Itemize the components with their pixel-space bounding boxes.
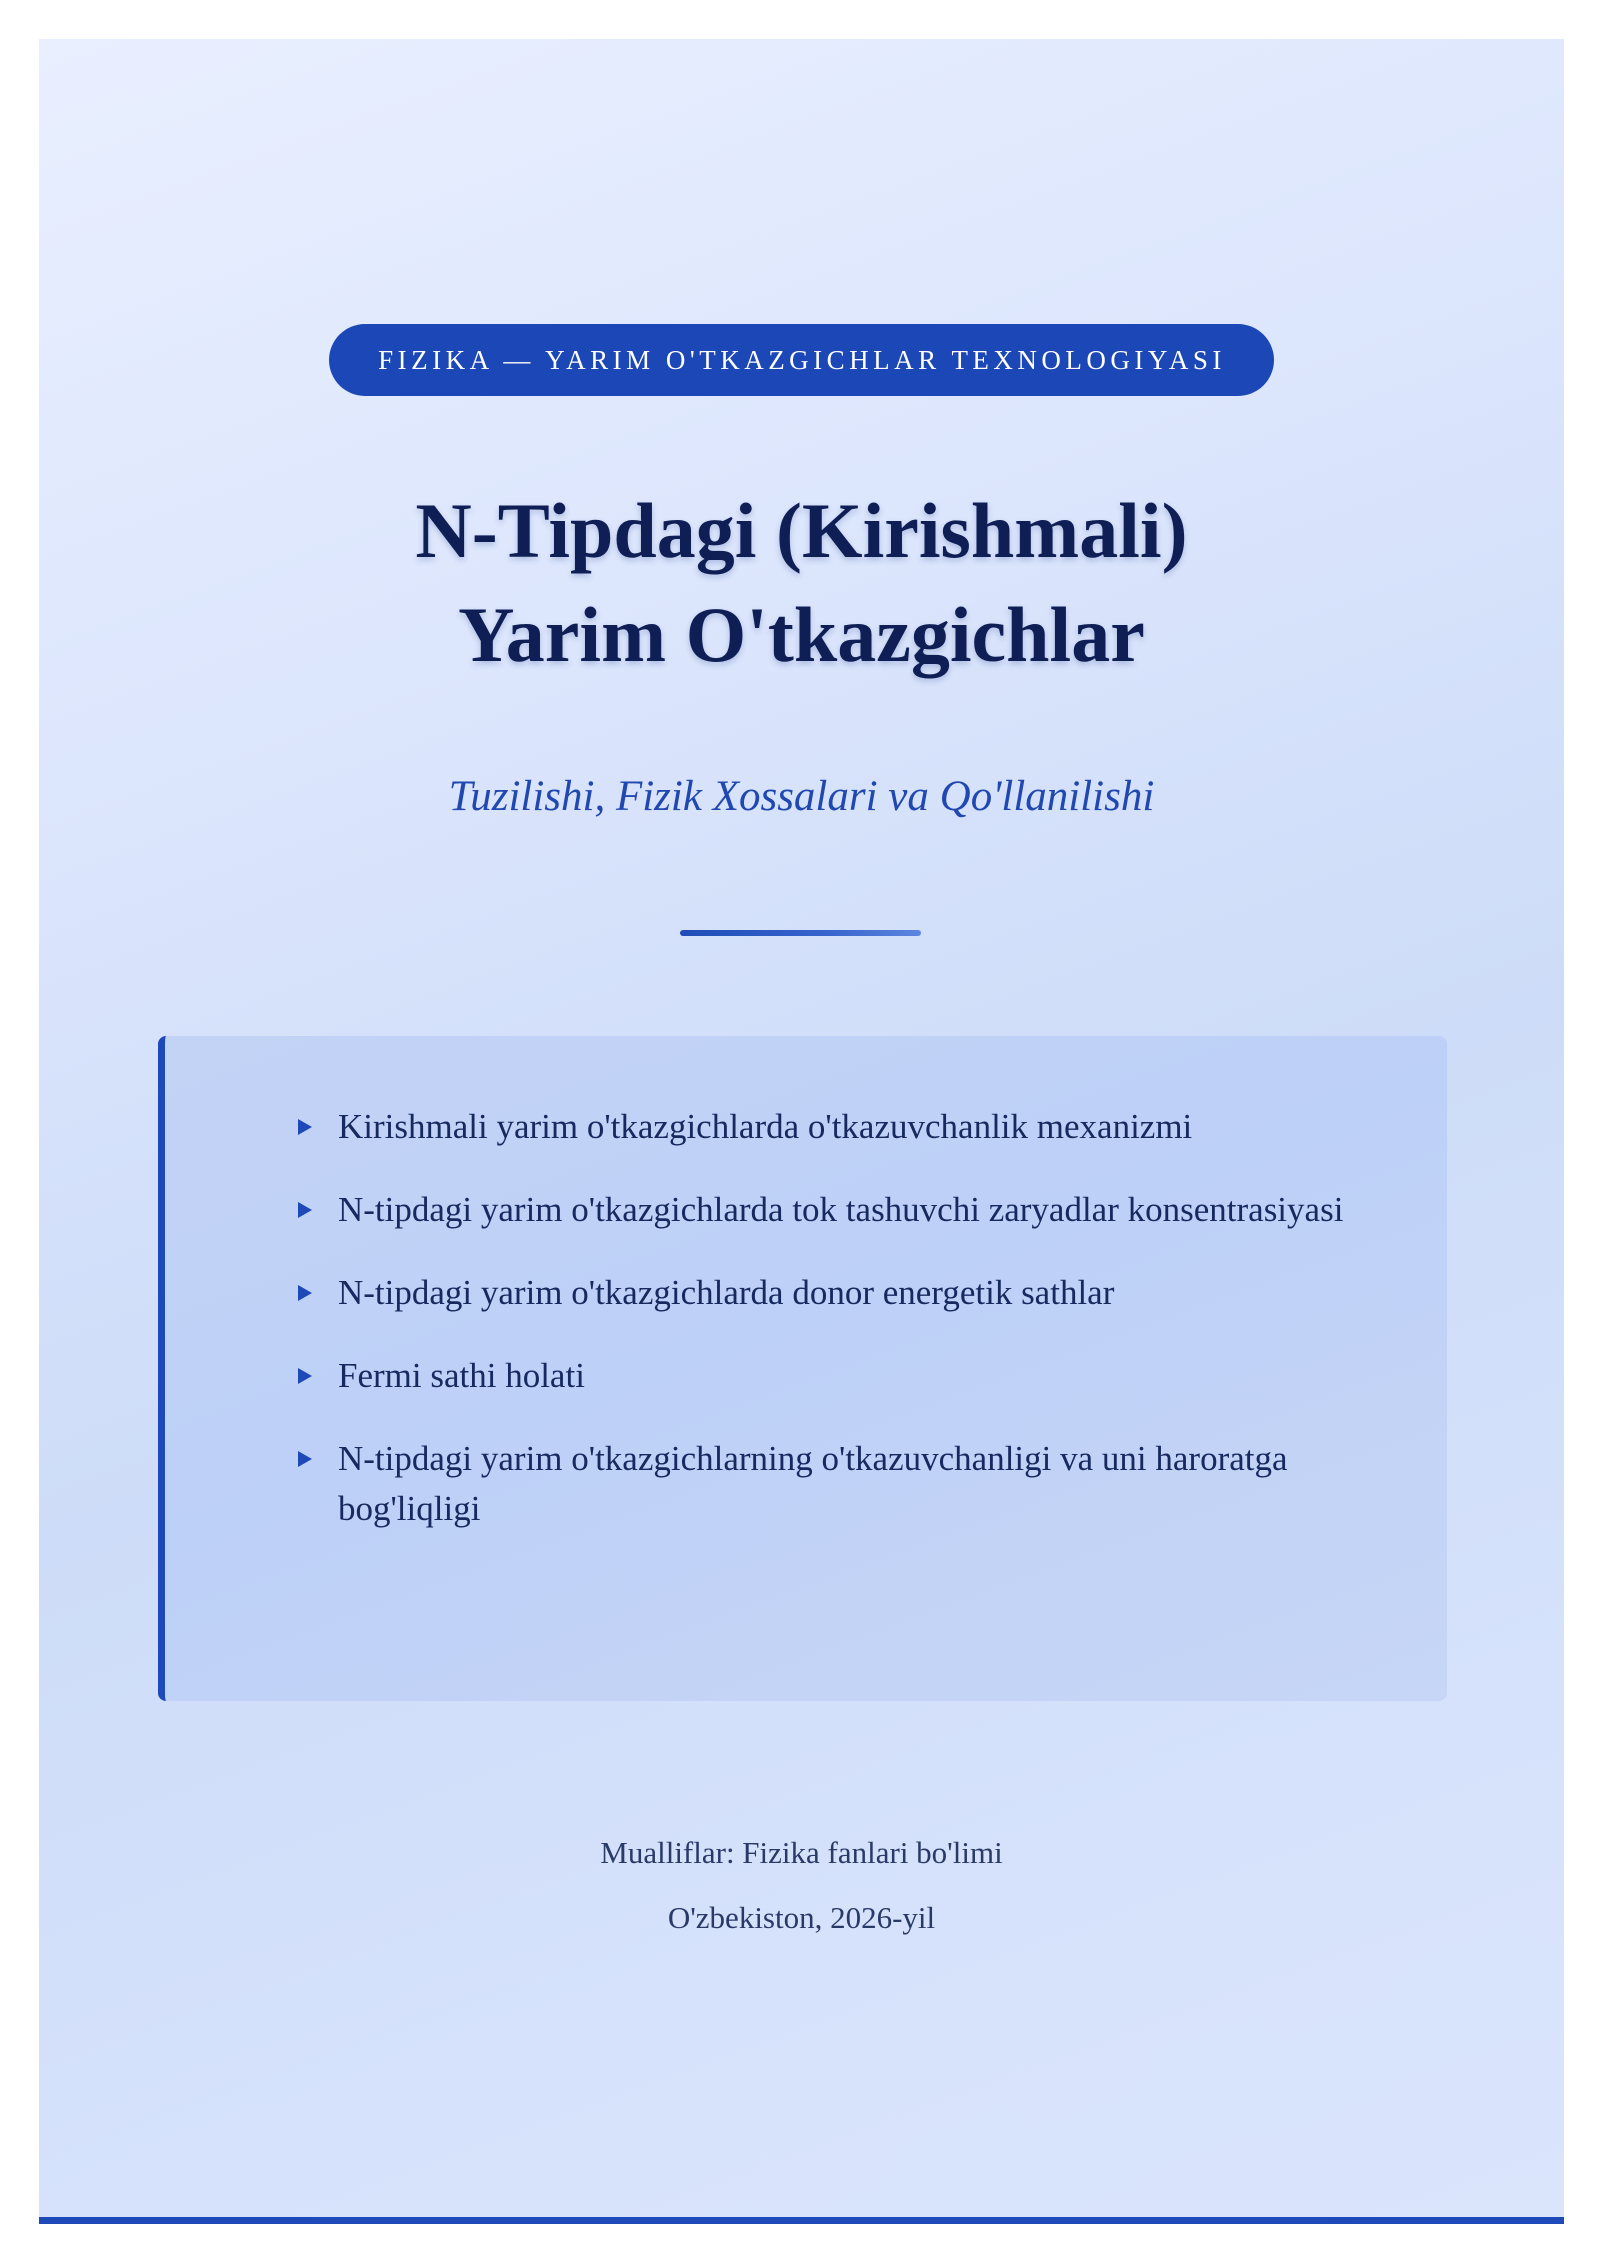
page-subtitle: Tuzilishi, Fizik Xossalari va Qo'llanilishi <box>448 773 1155 820</box>
topics-box <box>158 1036 1447 1701</box>
topic-text: N-tipdagi yarim o'tkazgichlarda tok tashuvchi zaryadlar konsentrasiyasi <box>338 1190 1344 1229</box>
topic-text: N-tipdagi yarim o'tkazgichlarning o'tkazuvchanligi va uni haroratga bog'liqligi <box>338 1439 1288 1528</box>
triangle-right-icon <box>298 1285 312 1301</box>
topic-text: Kirishmali yarim o'tkazgichlarda o'tkazuvchanlik mexanizmi <box>338 1107 1193 1146</box>
topic-item <box>298 1268 1368 1318</box>
page-title <box>39 479 1564 687</box>
triangle-right-icon <box>298 1368 312 1384</box>
subject-badge: FIZIKA — YARIM O'TKAZGICHLAR TEXNOLOGIYASI <box>329 324 1274 396</box>
topic-item <box>298 1102 1368 1152</box>
title-line-1: N-Tipdagi (Kirishmali) <box>415 487 1188 574</box>
topic-list <box>298 1102 1368 1567</box>
authors-block <box>39 1820 1564 1950</box>
topic-item <box>298 1434 1368 1534</box>
topic-item <box>298 1185 1368 1235</box>
topic-item <box>298 1351 1368 1401</box>
triangle-right-icon <box>298 1202 312 1218</box>
authors-line: Mualliflar: Fizika fanlari bo'limi <box>600 1835 1003 1870</box>
title-divider <box>680 930 921 936</box>
triangle-right-icon <box>298 1119 312 1135</box>
cover-page <box>39 39 1564 2224</box>
place-year-line: O'zbekiston, 2026-yil <box>667 1900 936 1935</box>
topic-text: N-tipdagi yarim o'tkazgichlarda donor energetik sathlar <box>338 1273 1115 1312</box>
topic-text: Fermi sathi holati <box>338 1356 585 1395</box>
badge-container <box>39 324 1564 396</box>
triangle-right-icon <box>298 1451 312 1467</box>
bottom-accent-bar <box>39 2217 1564 2224</box>
title-line-2: Yarim O'tkazgichlar <box>458 591 1145 678</box>
